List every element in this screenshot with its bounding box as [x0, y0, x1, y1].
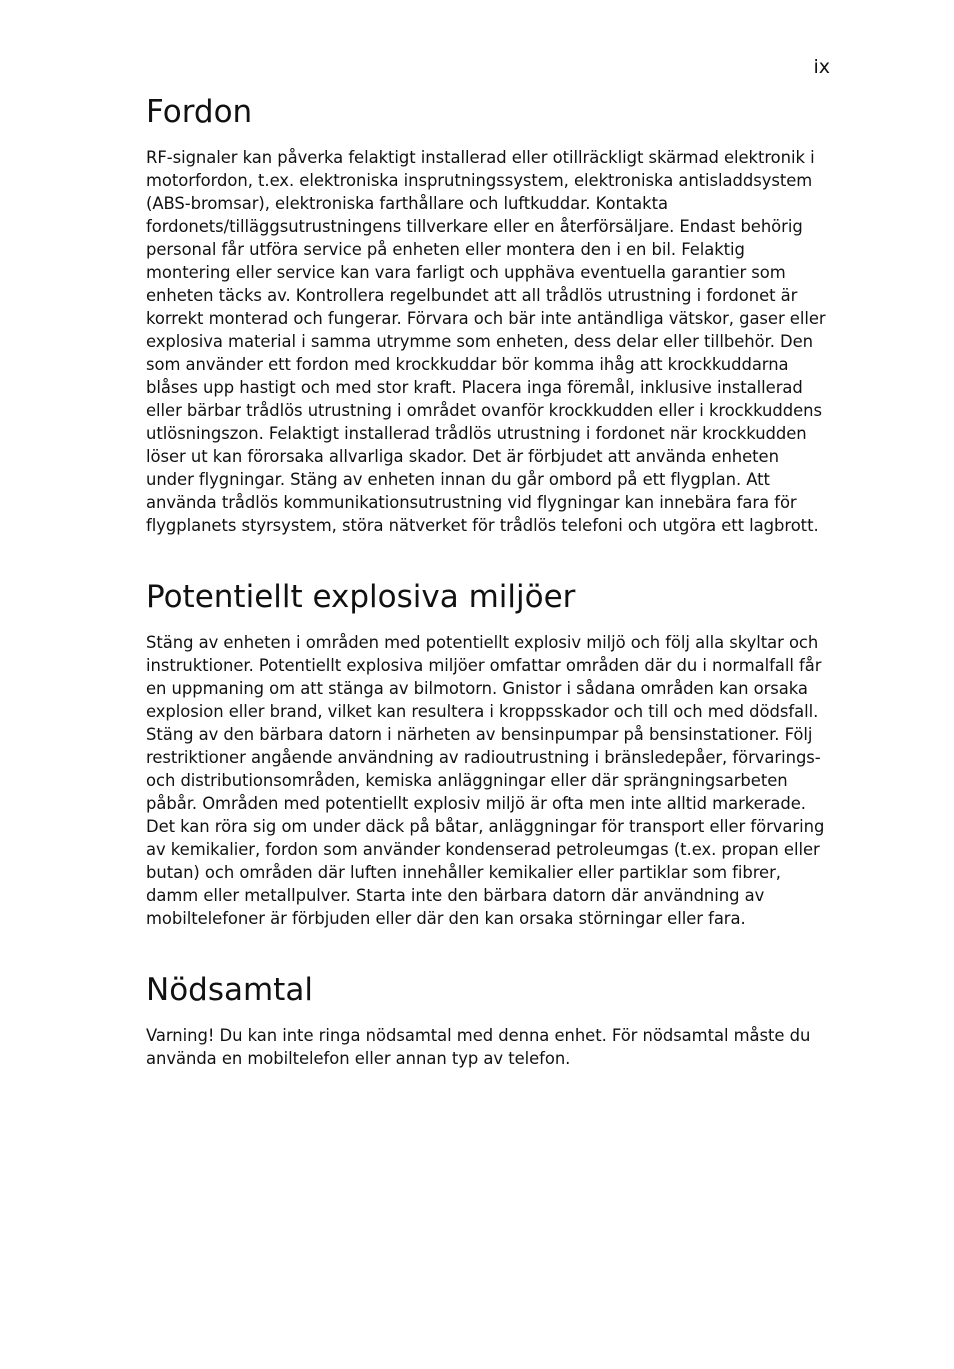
section-paragraph: Stäng av enheten i områden med potentiellt explosiv miljö och följ alla skyltar och instruktioner. Potentiellt explosiva miljöer omfattar områden där du i normalfall får en uppmaning om att stänga av bilmotorn. Gnistor i sådana områden kan orsaka explosion eller brand, vilket kan resultera i kroppsskador och till och med dödsfall. Stäng av den bärbara datorn i närheten av bensinpumpar på bensinstationer. Följ restriktioner angående användning av radioutrustning i bränsledepåer, förvarings- och distributionsområden, kemiska anläggningar eller där sprängningsarbeten påbår. Områden med potentiellt explosiv miljö är ofta men inte alltid markerade. Det kan röra sig om under däck på båtar, anläggningar för transport eller förvaring av kemikalier, fordon som använder kondenserad petroleumgas (t.ex. propan eller butan) och områden där luften innehåller kemikalier eller partiklar som fibrer, damm eller metallpulver. Starta inte den bärbara datorn där användning av mobiltelefoner är förbjuden eller där den kan orsaka störningar eller fara. [146, 633, 825, 928]
section-heading: Fordon [146, 94, 253, 130]
section-paragraph: RF-signaler kan påverka felaktigt installerad eller otillräckligt skärmad elektronik i motorfordon, t.ex. elektroniska insprutningssystem, elektroniska antisladdsystem (ABS-bromsar), elektroniska farthållare och luftkuddar. Kontakta fordonets/tilläggsutrustningens tillverkare eller en återförsäljare. Endast behörig personal får utföra service på enheten eller montera den i en bil. Felaktig montering eller service kan vara farligt och upphäva eventuella garantier som enheten täcks av. Kontrollera regelbundet att all trådlös utrustning i fordonet är korrekt monterad och fungerar. Förvara och bär inte antändliga vätskor, gaser eller explosiva material i samma utrymme som enheten, dess delar eller tillbehör. Den som använder ett fordon med krockkuddar bör komma ihåg att krockkuddarna blåses upp hastigt och med stor kraft. Placera inga föremål, inklusive installerad eller bärbar trådlös utrustning i området ovanför krockkudden eller i krockkuddens utlösningszon. Felaktigt installerad trådlös utrustning i fordonet när krockkudden löser ut kan förorsaka allvarliga skador. Det är förbjudet att använda enheten under flygningar. Stäng av enheten innan du går ombord på ett flygplan. Att använda trådlös kommunikationsutrustning vid flygningar kan innebära fara för flygplanets styrsystem, störa nätverket för trådlös telefoni och utgöra ett lagbrott. [146, 148, 826, 535]
document-content [146, 92, 828, 1070]
section-heading: Potentiellt explosiva miljöer [146, 579, 576, 615]
section-explosive-environments [146, 577, 828, 930]
section-heading: Nödsamtal [146, 972, 313, 1008]
warning-text: Du kan inte ringa nödsamtal med denna enhet. För nödsamtal måste du använda en mobiltelefon eller annan typ av telefon. [146, 1026, 811, 1068]
section-fordon [146, 92, 828, 537]
page-number: ix [813, 56, 830, 78]
section-paragraph [146, 1024, 828, 1070]
warning-label: Varning! [146, 1026, 215, 1045]
section-emergency-calls [146, 970, 828, 1070]
